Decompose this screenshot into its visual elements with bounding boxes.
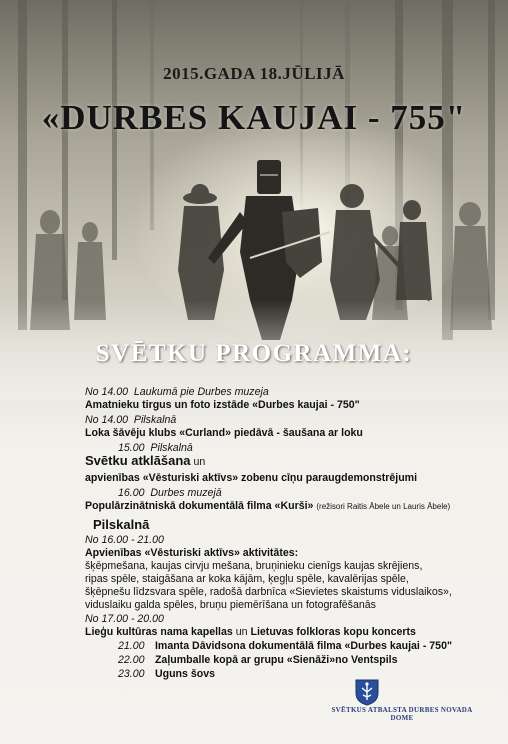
evening-item: 23.00 Uguns šovs xyxy=(118,668,215,680)
program-item-1-text: Amatnieku tirgus un foto izstāde «Durbes kaujai - 750" xyxy=(85,399,360,411)
activity-line: šķēpnešu līdzsvara spēle, radošā darbnīca «Sievietes skaistums viduslaikos», xyxy=(85,586,452,598)
event-title: «DURBES KAUJAI - 755" xyxy=(41,98,467,137)
program-item-3-headline: Svētku atklāšana un xyxy=(85,453,206,468)
evening-time: No 17.00 - 20.00 xyxy=(85,613,164,625)
program-item-2-time: No 14.00 Pilskalnā xyxy=(85,414,177,426)
event-date: 2015.GADA 18.JŪLIJĀ xyxy=(163,64,345,83)
program-item-4-place: Durbes muzejā xyxy=(150,487,222,499)
program-item-4-time: 16.00 Durbes muzejā xyxy=(118,487,222,499)
pilskalns-time: No 16.00 - 21.00 xyxy=(85,534,164,546)
concert-text: Lieģu kultūras nama kapellas un Lietuvas folkloras kopu koncerts xyxy=(85,626,416,638)
program-item-3-place: Pilskalnā xyxy=(150,442,193,454)
sponsor-line: SVĒTKUS ATBALSTA DURBES NOVADA DOME xyxy=(331,706,473,722)
activity-line: viduslaiku galda spēles, bruņu piemērīšana un fotografēšanās xyxy=(85,599,376,611)
program-heading: SVĒTKU PROGRAMMA: xyxy=(95,340,413,367)
activity-line: šķēpmešana, kaujas cirvju mešana, bruņinieku cienīgs kaujas skrējiens, xyxy=(85,560,423,572)
program-item-3-text: apvienības «Vēsturiski aktīvs» zobenu cīņu paraugdemonstrējumi xyxy=(85,472,418,484)
evening-item: 21.00 Imanta Dāvidsona dokumentālā filma «Durbes kaujai - 750" xyxy=(118,640,452,652)
durbe-coat-of-arms-icon xyxy=(354,679,380,706)
program-item-1-place: Laukumā pie Durbes muzeja xyxy=(133,386,269,398)
pilskalns-heading: Pilskalnā xyxy=(93,517,150,532)
activity-line: ripas spēle, staigāšana ar koka kājām, ķegļu spēle, kavalērijas spēle, xyxy=(85,573,409,585)
activities-title: Apvienības «Vēsturiski aktīvs» aktivitātes: xyxy=(85,547,299,559)
program-item-1-time: No 14.00 Laukumā pie Durbes muzeja xyxy=(85,386,269,398)
film-directors-note: (režisori Raitis Ābele un Lauris Ābele) xyxy=(316,502,451,511)
program-item-2-text: Loka šāvēju klubs «Curland» piedāvā - šaušana ar loku xyxy=(85,427,363,439)
program-item-2-place: Pilskalnā xyxy=(133,414,177,426)
program-item-3-time: 15.00 Pilskalnā xyxy=(118,442,193,454)
evening-item: 22.00 Zaļumballe kopā ar grupu «Sienāži»no Ventspils xyxy=(118,654,398,666)
program-item-4-text: Populārzinātniskā dokumentālā filma «Kurši» (režisori Raitis Ābele un Lauris Ābele) xyxy=(85,500,451,512)
